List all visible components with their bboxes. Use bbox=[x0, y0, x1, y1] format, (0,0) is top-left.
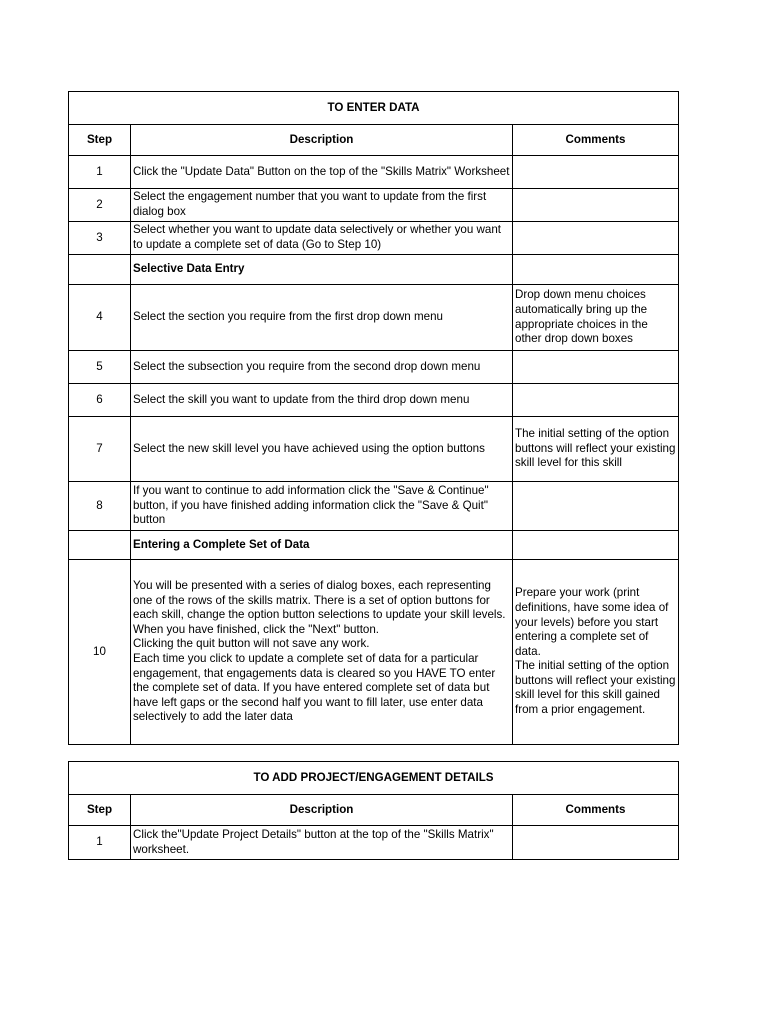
table-row bbox=[69, 222, 679, 255]
step-number bbox=[69, 531, 131, 560]
table-row bbox=[69, 560, 679, 745]
step-comments bbox=[513, 222, 679, 255]
section-heading: Entering a Complete Set of Data bbox=[131, 531, 513, 560]
step-comments: Prepare your work (print definitions, have some idea of your levels) before you start entering a complete set of data. The initial setting of the option buttons will reflect your existing skill level for this skill gained from a prior engagement. bbox=[513, 560, 679, 745]
step-number: 8 bbox=[69, 482, 131, 531]
step-number: 6 bbox=[69, 384, 131, 417]
step-comments bbox=[513, 482, 679, 531]
table-row bbox=[69, 189, 679, 222]
table-row bbox=[69, 417, 679, 482]
step-number: 2 bbox=[69, 189, 131, 222]
step-number: 3 bbox=[69, 222, 131, 255]
table-row bbox=[69, 826, 679, 860]
step-comments bbox=[513, 351, 679, 384]
step-description: Select the new skill level you have achieved using the option buttons bbox=[131, 417, 513, 482]
enter-data-table bbox=[68, 91, 679, 745]
header-description: Description bbox=[131, 795, 513, 826]
header-step: Step bbox=[69, 795, 131, 826]
table-row bbox=[69, 156, 679, 189]
step-description: Select the engagement number that you want to update from the first dialog box bbox=[131, 189, 513, 222]
step-comments bbox=[513, 156, 679, 189]
step-comments bbox=[513, 826, 679, 860]
step-description: Select whether you want to update data selectively or whether you want to update a complete set of data (Go to Step 10) bbox=[131, 222, 513, 255]
step-number: 10 bbox=[69, 560, 131, 745]
step-comments: The initial setting of the option buttons will reflect your existing skill level for this skill bbox=[513, 417, 679, 482]
project-details-table bbox=[68, 761, 679, 860]
table-row bbox=[69, 482, 679, 531]
step-description: Click the"Update Project Details" button at the top of the "Skills Matrix" worksheet. bbox=[131, 826, 513, 860]
step-description: You will be presented with a series of dialog boxes, each representing one of the rows of the skills matrix. There is a set of option buttons for each skill, change the option button selections to update your skill levels. When you have finished, click the "Next" button. Clicking the quit button will not save any work. Each time you click to update a complete set of data for a particular engagement, that engagements data is cleared so you HAVE TO enter the complete set of data. If you have entered complete set of data but have left gaps or the second half you want to fill later, use enter data selectively to add the later data bbox=[131, 560, 513, 745]
step-comments bbox=[513, 531, 679, 560]
step-number: 7 bbox=[69, 417, 131, 482]
step-number bbox=[69, 255, 131, 285]
step-number: 1 bbox=[69, 826, 131, 860]
step-comments bbox=[513, 384, 679, 417]
table-row bbox=[69, 384, 679, 417]
header-comments: Comments bbox=[513, 125, 679, 156]
step-description: If you want to continue to add information click the "Save & Continue" button, if you have finished adding information click the "Save & Quit" button bbox=[131, 482, 513, 531]
step-description: Select the section you require from the first drop down menu bbox=[131, 285, 513, 351]
step-number: 5 bbox=[69, 351, 131, 384]
header-description: Description bbox=[131, 125, 513, 156]
header-step: Step bbox=[69, 125, 131, 156]
section-row bbox=[69, 531, 679, 560]
step-number: 4 bbox=[69, 285, 131, 351]
step-description: Click the "Update Data" Button on the top of the "Skills Matrix" Worksheet bbox=[131, 156, 513, 189]
header-comments: Comments bbox=[513, 795, 679, 826]
step-comments bbox=[513, 189, 679, 222]
step-comments: Drop down menu choices automatically bring up the appropriate choices in the other drop down boxes bbox=[513, 285, 679, 351]
section-row bbox=[69, 255, 679, 285]
table-row bbox=[69, 351, 679, 384]
step-description: Select the skill you want to update from the third drop down menu bbox=[131, 384, 513, 417]
table-title: TO ADD PROJECT/ENGAGEMENT DETAILS bbox=[69, 762, 679, 795]
section-heading: Selective Data Entry bbox=[131, 255, 513, 285]
step-comments bbox=[513, 255, 679, 285]
table-title: TO ENTER DATA bbox=[69, 92, 679, 125]
table-row bbox=[69, 285, 679, 351]
step-number: 1 bbox=[69, 156, 131, 189]
step-description: Select the subsection you require from the second drop down menu bbox=[131, 351, 513, 384]
